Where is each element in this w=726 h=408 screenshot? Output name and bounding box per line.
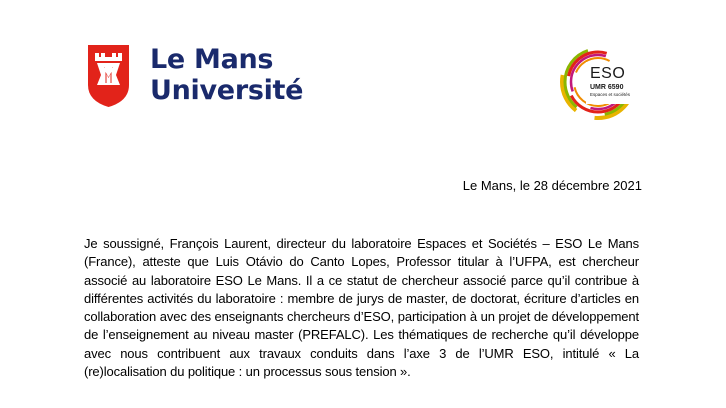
eso-lab-label <box>590 66 640 97</box>
university-name <box>150 44 303 106</box>
le-mans-university-shield-logo <box>86 43 131 109</box>
eso-lab-subtitle: Espaces et sociétés <box>590 92 631 97</box>
letter-body-paragraph: Je soussigné, François Laurent, directeur du laboratoire Espaces et Sociétés – ESO Le Mans (France), atteste que Luis Otávio do Canto Lopes, Professor titular à l’UFPA, est chercheur associé au laboratoire ESO Le Mans. Il a ce statut de chercheur associé parce qu’il contribue à différentes activités du laboratoire : membre de jurys de master, de doctorat, écriture d’articles en collaboration avec des enseignants chercheurs d’ESO, participation à un projet de développement de l’enseignement au niveau master (PREFALC). Les thématiques de recherche qu’il développe avec nous contribuent aux travaux conduits dans l’axe 3 de l’UMR ESO, intitulé « La (re)localisation du politique : un processus sous tension ». <box>84 236 639 380</box>
university-name-line1: Le Mans <box>150 44 274 75</box>
eso-lab-umr: UMR 6590 <box>590 84 624 91</box>
place-and-date: Le Mans, le 28 décembre 2021 <box>462 178 642 193</box>
university-name-line2: Université <box>150 75 304 106</box>
letterhead <box>0 0 726 130</box>
eso-lab-name: ESO <box>590 65 626 82</box>
